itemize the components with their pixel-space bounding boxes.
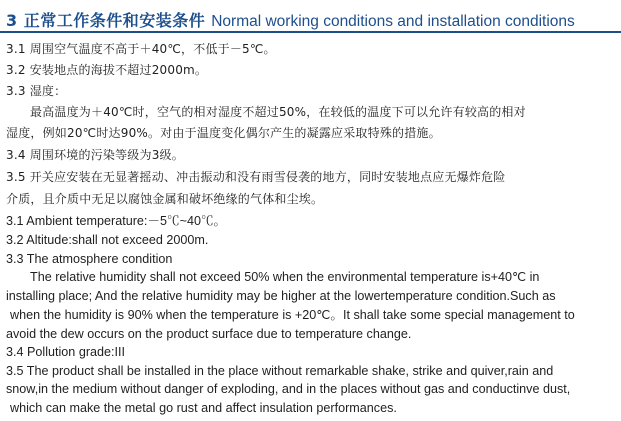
zh-clause-3-3-body-1: 最高温度为＋40℃时，空气的相对湿度不超过50%，在较低的温度下可以允许有较高的相对 xyxy=(30,105,526,119)
zh-clause-3-3: 3.3 湿度： xyxy=(6,84,67,98)
zh-clause-3-1: 3.1 周围空气温度不高于＋40℃，不低于－5℃。 xyxy=(6,42,276,56)
en-clause-3-2: 3.2 Altitude:shall not exceed 2000m. xyxy=(6,233,209,247)
heading-divider xyxy=(0,31,621,33)
section-heading xyxy=(6,8,618,31)
en-clause-3-5-line-2: snow,in the medium without danger of exploding, and in the places without gas and conductinve dust, xyxy=(6,382,571,396)
en-clause-3-5-line-1: 3.5 The product shall be installed in the place without remarkable shake, strike and quiver,rain and xyxy=(6,364,554,378)
zh-clause-3-3-body-2: 湿度，例如20℃时达90%。对由于温度变化偶尔产生的凝露应采取特殊的措施。 xyxy=(6,126,441,140)
section-heading-english: Normal working conditions and installation conditions xyxy=(211,13,575,30)
en-clause-3-3-body-1: The relative humidity shall not exceed 50% when the environmental temperature is+40℃ in xyxy=(30,270,540,284)
zh-clause-3-5-line-2: 介质，且介质中无足以腐蚀金属和破坏绝缘的气体和尘埃。 xyxy=(6,192,324,206)
zh-clause-3-5-line-1: 3.5 开关应安装在无显著摇动、冲击振动和没有雨雪侵袭的地方，同时安装地点应无爆炸危险 xyxy=(6,170,506,184)
en-clause-3-3-body-3: when the humidity is 90% when the temperature is +20℃。It shall take some special management to xyxy=(10,308,575,322)
en-clause-3-4: 3.4 Pollution grade:III xyxy=(6,345,126,359)
zh-clause-3-2: 3.2 安装地点的海拔不超过2000m。 xyxy=(6,63,208,77)
en-clause-3-1: 3.1 Ambient temperature:－5℃~40℃。 xyxy=(6,214,227,228)
zh-clause-3-4: 3.4 周围环境的污染等级为3级。 xyxy=(6,148,184,162)
en-clause-3-3-body-2: installing place; And the relative humidity may be higher at the lowertemperature condition.Such as xyxy=(6,289,556,303)
en-clause-3-3-body-4: avoid the dew occurs on the product surface due to temperature change. xyxy=(6,327,412,341)
en-clause-3-3: 3.3 The atmosphere condition xyxy=(6,252,173,266)
section-heading-chinese: 3 正常工作条件和安装条件 xyxy=(6,11,206,30)
en-clause-3-5-line-3: which can make the metal go rust and affect insulation performances. xyxy=(10,401,397,415)
